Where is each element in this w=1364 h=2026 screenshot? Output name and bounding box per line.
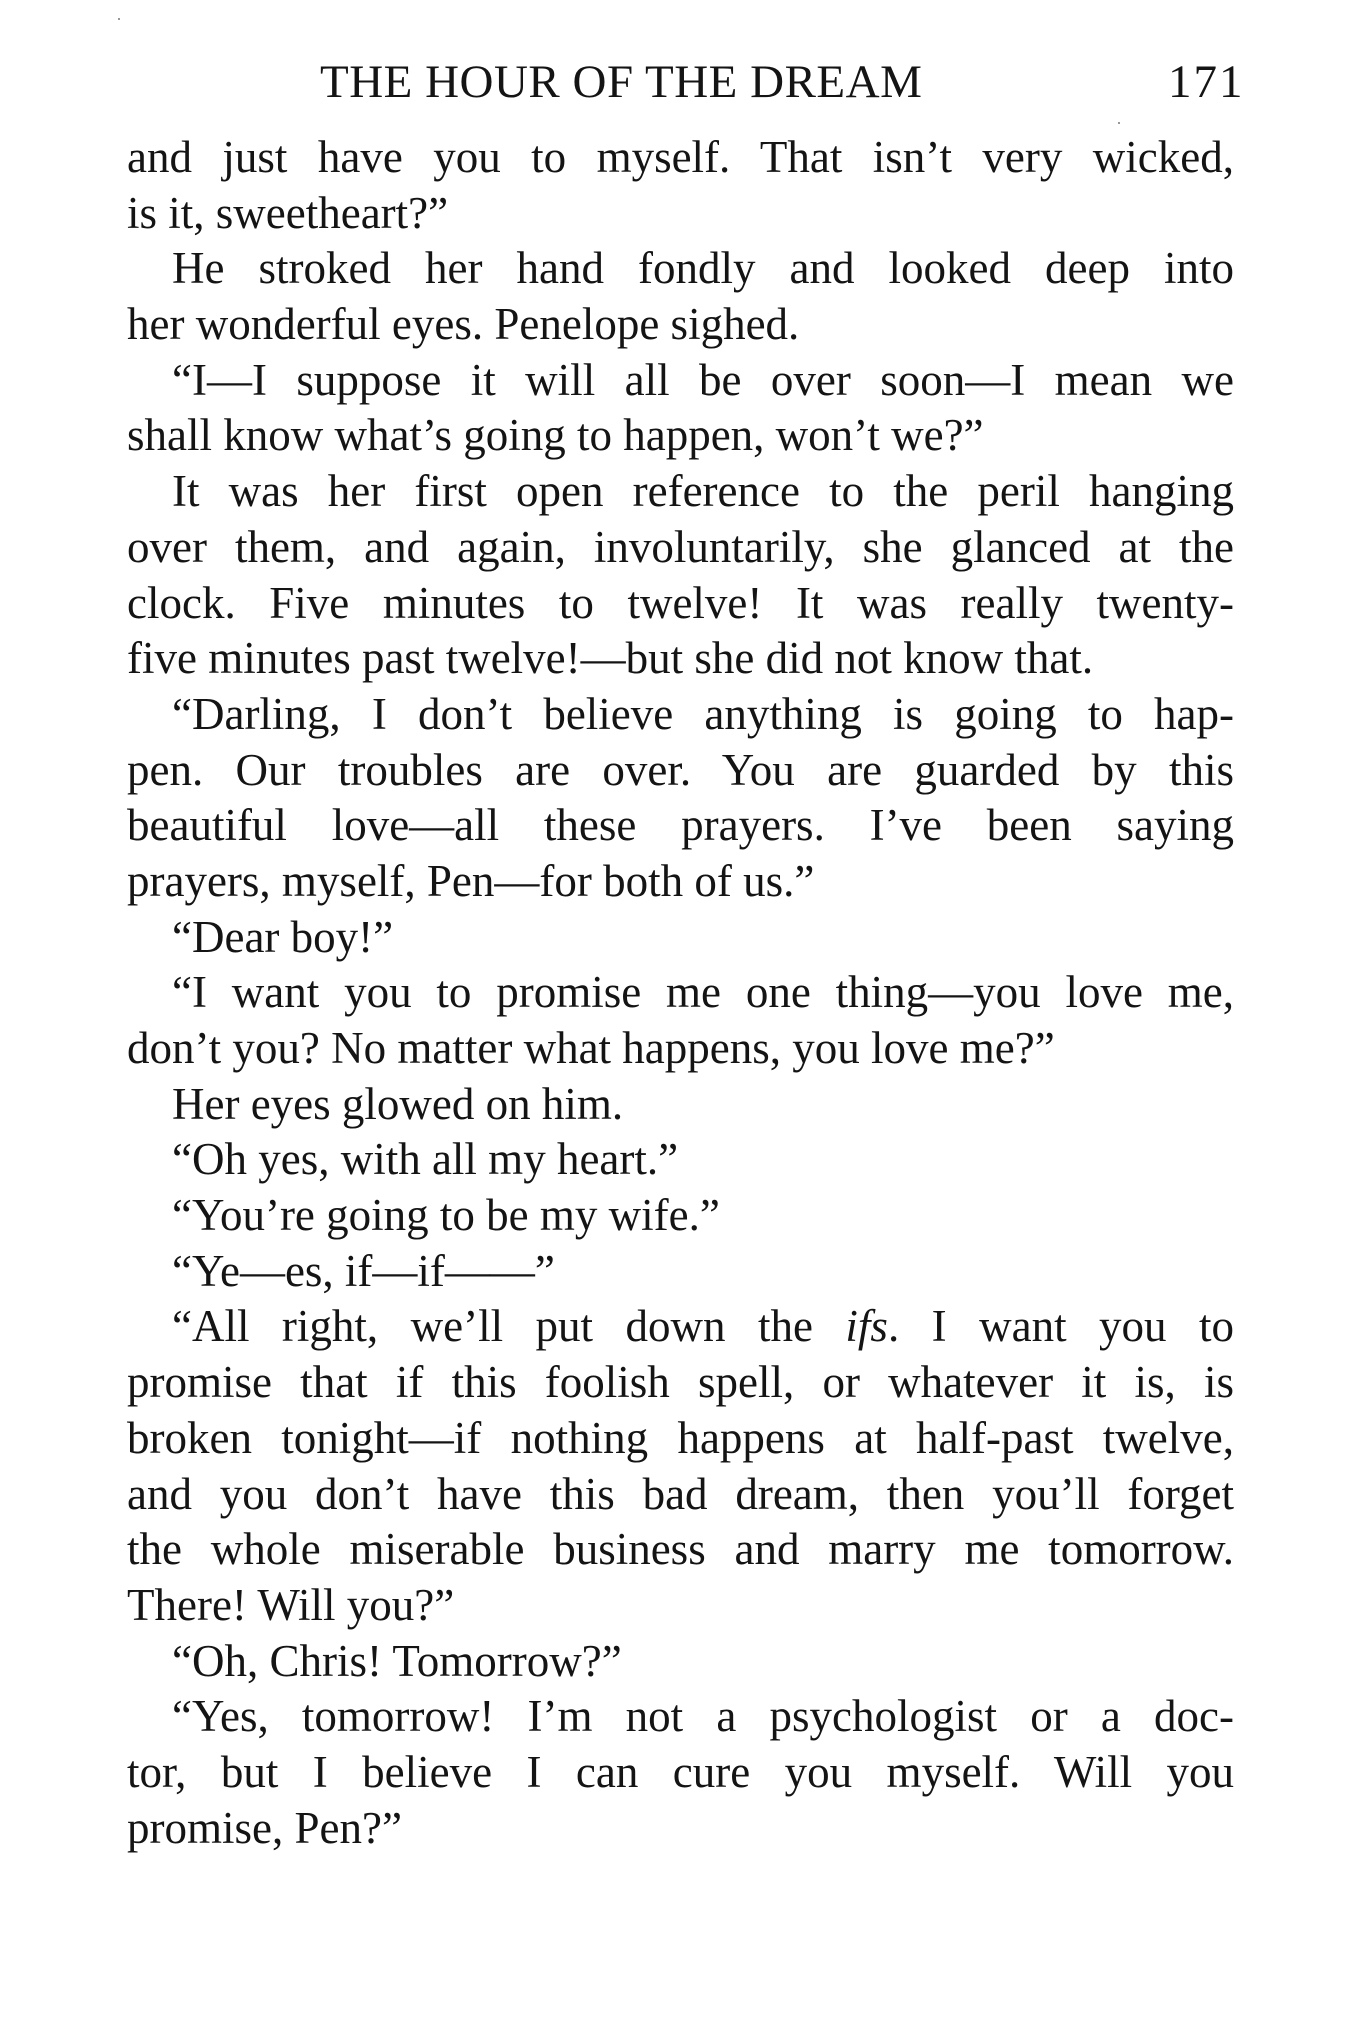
text-line: broken tonight—if nothing happens at half-past twelve, bbox=[127, 1412, 1234, 1463]
text-line: clock. Five minutes to twelve! It was really twenty- bbox=[127, 577, 1234, 628]
text-line: her wonderful eyes. Penelope sighed. bbox=[127, 299, 800, 350]
text-line: promise that if this foolish spell, or whatever it is, is bbox=[127, 1357, 1234, 1408]
text-line: tor, but I believe I can cure you myself. Will you bbox=[127, 1746, 1234, 1797]
text-line: It was her first open reference to the peril hanging bbox=[172, 466, 1234, 517]
text-line: beautiful love—all these prayers. I’ve been saying bbox=[127, 800, 1234, 851]
text-line: is it, sweetheart?” bbox=[127, 187, 449, 238]
text-line: Her eyes glowed on him. bbox=[172, 1078, 624, 1129]
text-line: “Dear boy!” bbox=[172, 911, 394, 962]
text-line: “Oh yes, with all my heart.” bbox=[172, 1134, 679, 1185]
text-line: the whole miserable business and marry me tomorrow. bbox=[127, 1524, 1234, 1575]
text-line: “I—I suppose it will all be over soon—I mean we bbox=[172, 354, 1234, 405]
body-text bbox=[127, 130, 1234, 1856]
text-line: prayers, myself, Pen—for both of us.” bbox=[127, 855, 815, 906]
text-line: He stroked her hand fondly and looked deep into bbox=[172, 243, 1234, 294]
text-line: pen. Our troubles are over. You are guarded by this bbox=[127, 744, 1234, 795]
text-line: don’t you? No matter what happens, you love me?” bbox=[127, 1023, 1055, 1073]
text-line: “You’re going to be my wife.” bbox=[172, 1190, 720, 1241]
text-line: and you don’t have this bad dream, then you’ll forget bbox=[127, 1468, 1234, 1519]
text-line: promise, Pen?” bbox=[127, 1802, 402, 1853]
text-line: “Darling, I don’t believe anything is going to hap- bbox=[172, 688, 1234, 739]
text-line: and just have you to myself. That isn’t very wicked, bbox=[127, 132, 1234, 182]
italic-word: ifs bbox=[845, 1301, 888, 1352]
print-speck bbox=[118, 18, 120, 20]
text-line: shall know what’s going to happen, won’t we?” bbox=[127, 410, 984, 461]
text-line: “Ye—es, if—if——” bbox=[172, 1245, 555, 1296]
text-line: “Yes, tomorrow! I’m not a psychologist or a doc- bbox=[172, 1691, 1234, 1742]
text-line: “I want you to promise me one thing—you love me, bbox=[172, 967, 1234, 1018]
text-line: over them, and again, involuntarily, she glanced at the bbox=[127, 521, 1234, 572]
running-title: THE HOUR OF THE DREAM bbox=[320, 56, 923, 108]
page-number: 171 bbox=[1168, 56, 1245, 108]
text-line: five minutes past twelve!—but she did not know that. bbox=[127, 633, 1094, 684]
print-speck bbox=[1118, 122, 1120, 124]
text-line: There! Will you?” bbox=[127, 1579, 455, 1630]
text-line: “All right, we’ll put down the ifs. I want you to bbox=[172, 1301, 1235, 1352]
text-line: “Oh, Chris! Tomorrow?” bbox=[172, 1635, 622, 1686]
